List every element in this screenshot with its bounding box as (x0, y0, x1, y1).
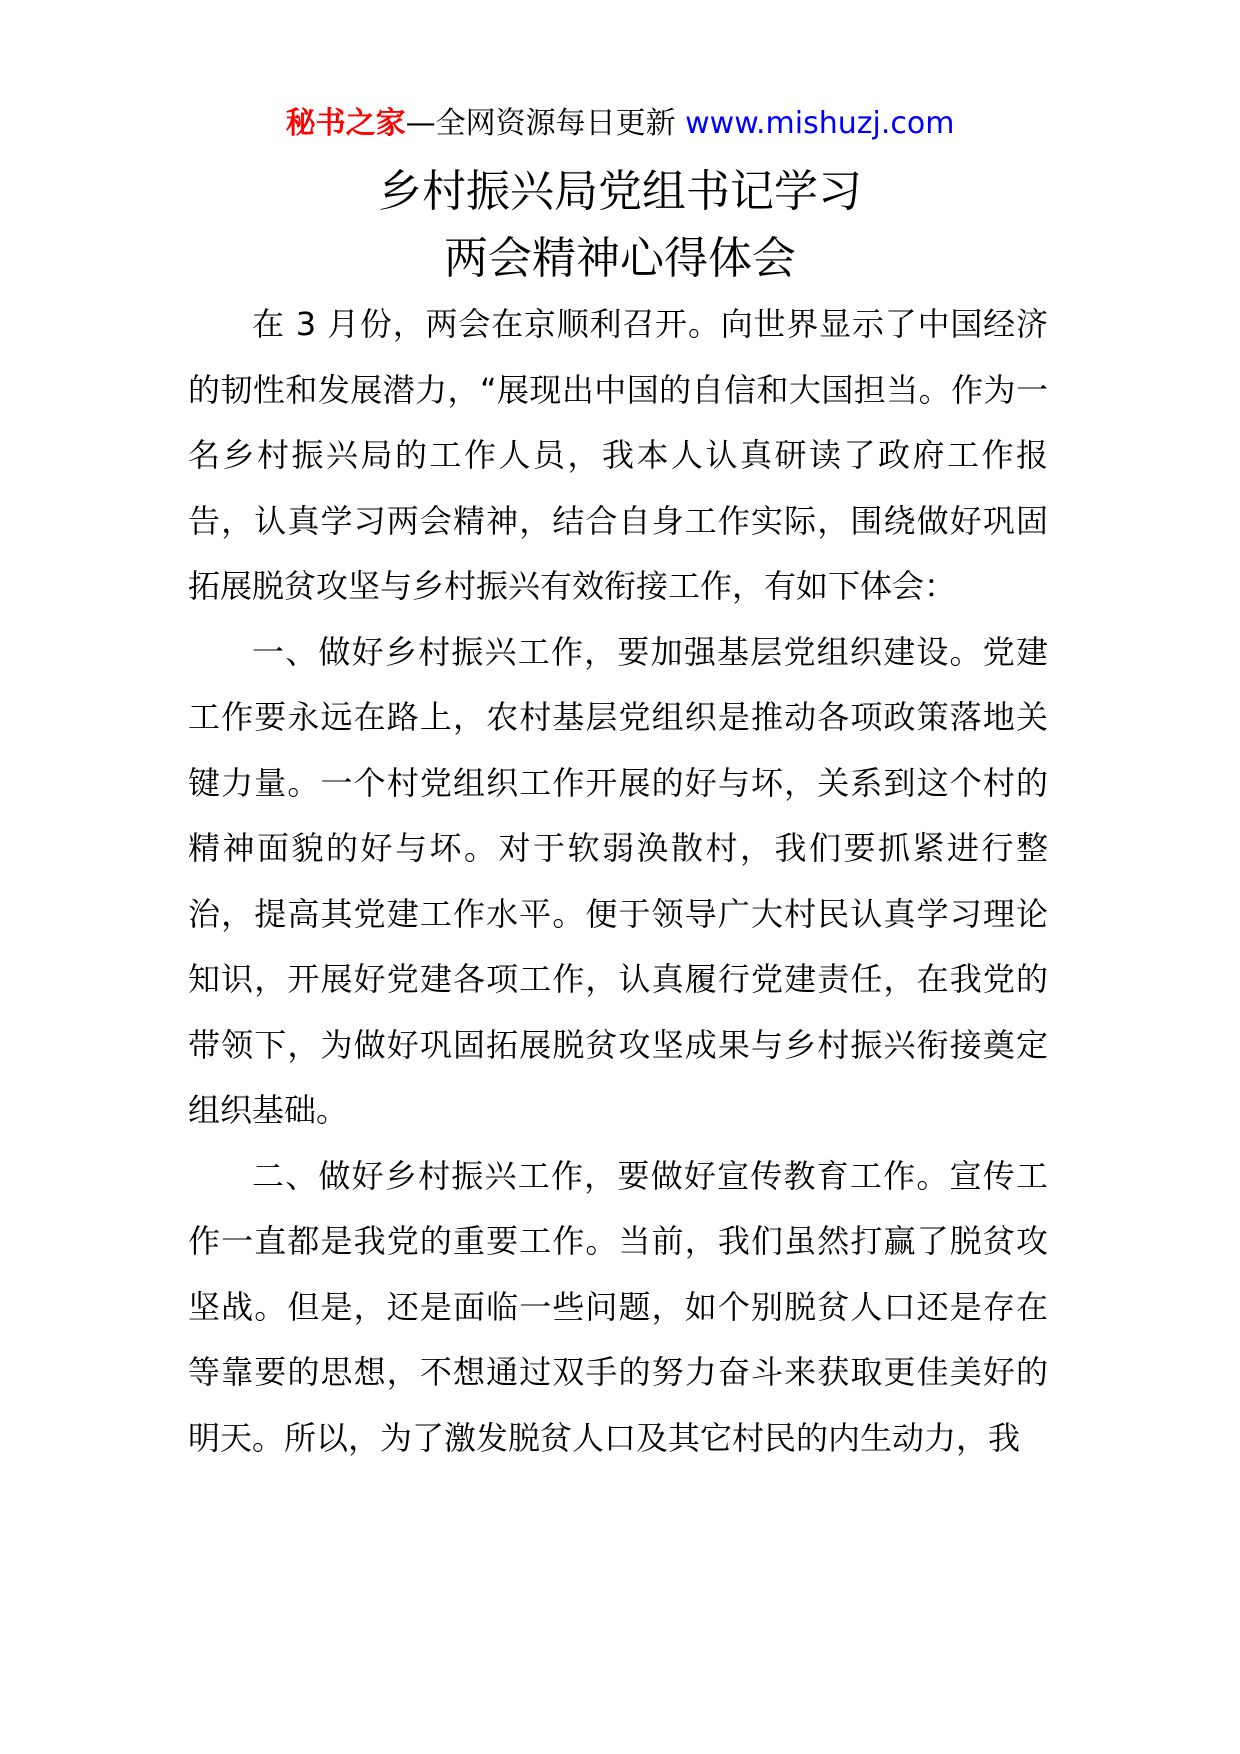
site-header (0, 104, 1240, 144)
brand-name: 秘书之家 (285, 106, 406, 141)
paragraph-intro: 在 3 月份，两会在京顺利召开。向世界显示了中国经济的韧性和发展潜力，“展现出中国的自信和大国担当。作为一名乡村振兴局的工作人员，我本人认真研读了政府工作报告，认真学习两会精神，结合自身工作实际，围绕做好巩固拓展脱贫攻坚与乡村振兴有效衔接工作，有如下体会： (188, 305, 1048, 605)
site-url[interactable]: www.mishuzj.com (685, 106, 955, 141)
paragraph-point-2: 二、做好乡村振兴工作，要做好宣传教育工作。宣传工作一直都是我党的重要工作。当前，我们虽然打赢了脱贫攻坚战。但是，还是面临一些问题，如个别脱贫人口还是存在等靠要的思想，不想通过双手的努力奋斗来获取更佳美好的明天。所以，为了激发脱贫人口及其它村民的内生动力，我 (188, 1156, 1048, 1457)
paragraph-point-1: 一、做好乡村振兴工作，要加强基层党组织建设。党建工作要永远在路上，农村基层党组织是推动各项政策落地关键力量。一个村党组织工作开展的好与坏，关系到这个村的精神面貌的好与坏。对于软弱涣散村，我们要抓紧进行整治，提高其党建工作水平。便于领导广大村民认真学习理论知识，开展好党建各项工作，认真履行党建责任，在我党的带领下，为做好巩固拓展脱贫攻坚成果与乡村振兴衔接奠定组织基础。 (188, 632, 1048, 1129)
document-title-line-1: 乡村振兴局党组书记学习 (378, 166, 862, 217)
document-body (188, 292, 1048, 1471)
header-tagline: —全网资源每日更新 (405, 106, 686, 141)
document-title-line-2: 两会精神心得体会 (444, 233, 796, 284)
